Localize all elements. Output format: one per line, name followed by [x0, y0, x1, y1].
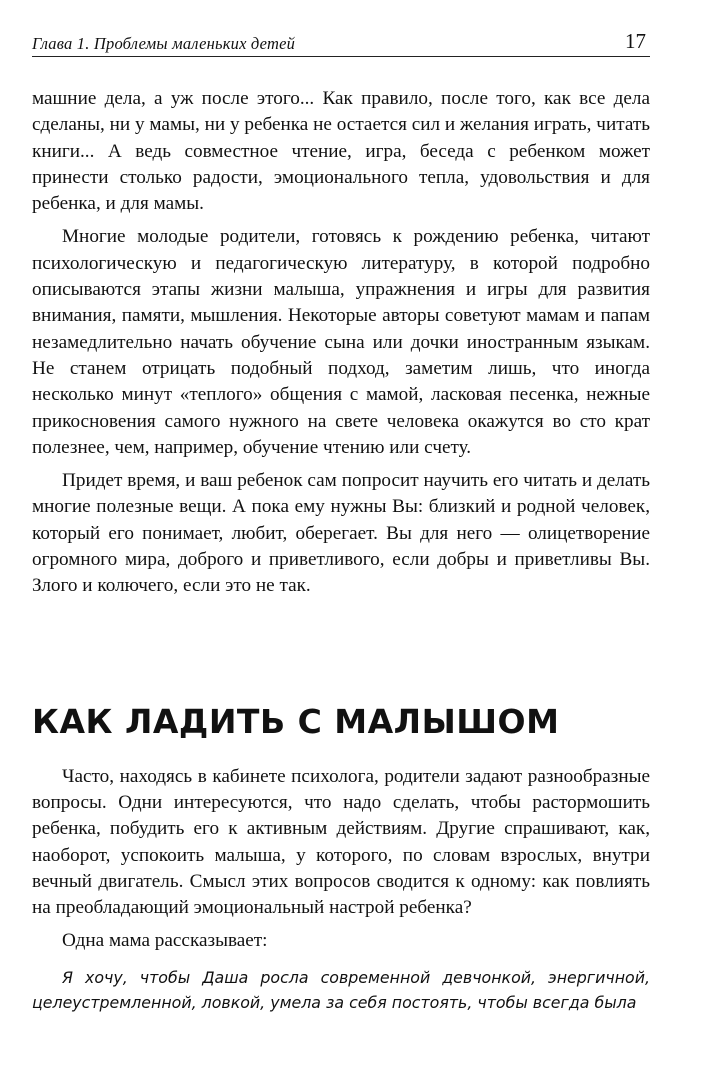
- section-text: [32, 764, 650, 955]
- paragraph: Одна мама рассказывает:: [62, 930, 268, 952]
- intro-text: [32, 86, 650, 600]
- quote-paragraph: Я хочу, чтобы Даша росла современной девчонкой, энергичной, целеустремленной, ловкой, умела за себя постоять, чтобы всегда была: [32, 967, 650, 1012]
- book-page: [32, 28, 650, 1031]
- section-heading: КАК ЛАДИТЬ С МАЛЫШОМ: [32, 701, 560, 741]
- paragraph-continued: машние дела, а уж после этого... Как правило, после того, как все дела сделаны, ни у мамы, ни у ребенка не остается сил и желания играть, читать книги... А ведь совместное чтение, игра, беседа с ребенком может принести столько радости, эмоционального тепла, удовольствия и для ребенка, и для мамы.: [32, 88, 650, 215]
- paragraph: Часто, находясь в кабинете психолога, родители задают разнообразные вопросы. Одни интересуются, что надо сделать, чтобы растормошить ребенка, побудить его к активным действиям. Другие спрашивают, как, наоборот, успокоить малыша, у которого, по словам взрослых, внутри вечный двигатель. Смысл этих вопросов сводится к одному: как повлиять на преобладающий эмоциональный настрой ребенка?: [32, 765, 650, 919]
- page-number: 17: [625, 29, 646, 53]
- running-title: Глава 1. Проблемы маленьких детей: [32, 34, 296, 53]
- paragraph: Придет время, и ваш ребенок сам попросит научить его читать и делать многие полезные вещи. А пока ему нужны Вы: близкий и родной человек, который его понимает, любит, оберегает. Вы для него — олицетворение огромного мира, доброго и приветливого, если добры и приветливы Вы. Злого и колючего, если это не так.: [32, 470, 650, 597]
- paragraph: Многие молодые родители, готовясь к рождению ребенка, читают психологическую и педагогическую литературу, в которой подробно описываются этапы жизни малыша, упражнения и игры для развития внимания, памяти, мышления. Некоторые авторы советуют мамам и папам незамедлительно начать обучение сына или дочки иностранным языкам. Не станем отрицать подобный подход, заметим лишь, что иногда несколько минут «теплого» общения с мамой, ласковая песенка, нежные прикосновения самого нужного на свете человека окажутся во сто крат полезнее, чем, например, обучение чтению или счету.: [32, 226, 650, 458]
- running-head: [32, 28, 650, 57]
